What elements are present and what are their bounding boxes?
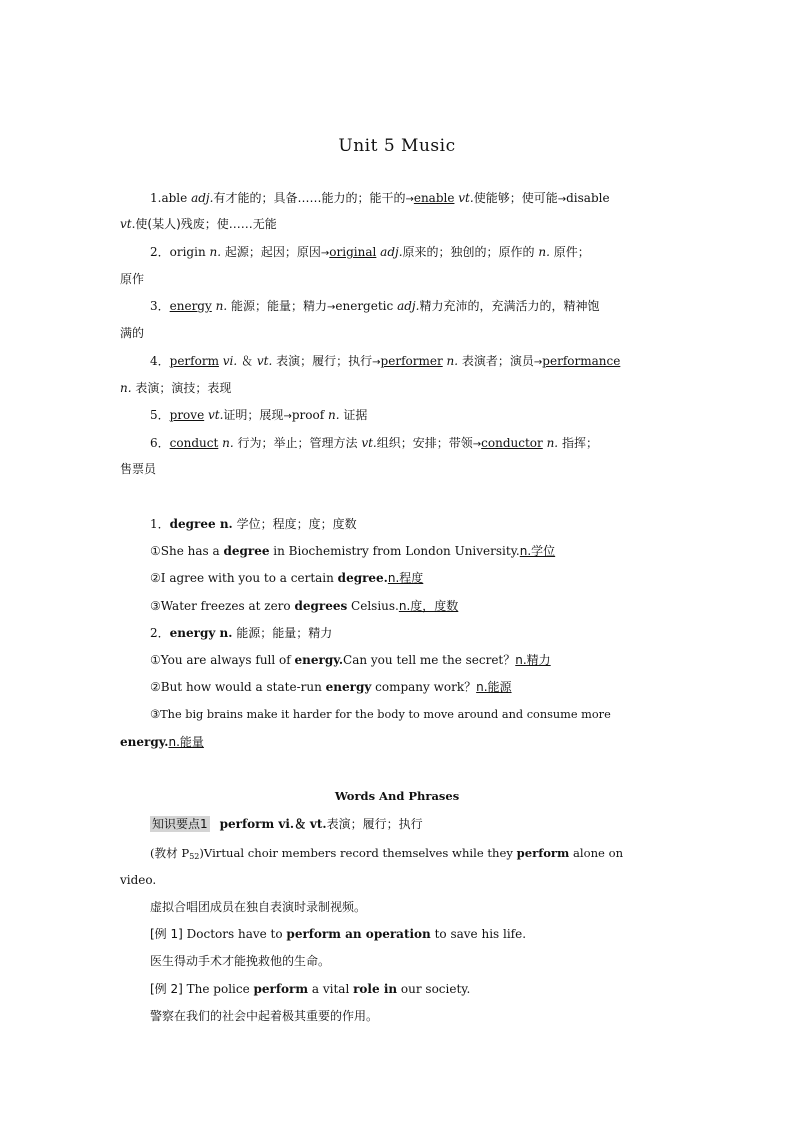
example-2-translation: 警察在我们的社会中起着极其重要的作用。 — [150, 1009, 379, 1023]
arrow-icon: → — [372, 357, 381, 368]
textbook-source-cont: video. — [120, 873, 157, 887]
example-energy-1: ①You are always full of energy.Can you tell me the secret？n.精力 — [150, 653, 551, 667]
textbook-source-line: (教材 $P_{52})Virtual$ choir members record themselves while they perform alone on — [150, 846, 624, 861]
arrow-icon: → — [533, 357, 543, 368]
example-degree-3: ③Water freezes at zero degrees Celsius.n.度，度数 — [150, 599, 459, 613]
arrow-icon: → — [320, 248, 330, 259]
example-degree-1: ①She has a degree in Biochemistry from London University.n.学位 — [150, 544, 556, 558]
knowledge-point-tag: 知识要点1 — [152, 817, 208, 831]
example-energy-3: ③The big brains make it harder for the body to move around and consume more — [150, 708, 611, 721]
vocab-line-5: 5．prove vt.证明；展现→proof n. 证据 — [150, 408, 368, 422]
vocab-line-4-cont: n. 表演；演技；表现 — [120, 381, 232, 395]
vocab-line-6-cont: 售票员 — [120, 462, 157, 476]
example-1: [例 1] Doctors have to perform an operation to save his life. — [150, 927, 527, 941]
meaning-head-degree: 1．degree n. 学位；程度；度；度数 — [150, 517, 357, 531]
vocab-line-1: 1.able adj.有才能的；具备……能力的；能干的→enable vt.使能够；使可能→disable — [150, 191, 610, 205]
vocab-line-2-cont: 原作 — [120, 272, 145, 286]
textbook-source-translation: 虚拟合唱团成员在独自表演时录制视频。 — [150, 900, 367, 914]
arrow-icon: → — [472, 439, 482, 450]
arrow-icon: → — [327, 302, 336, 313]
vocab-line-1-cont: vt.使(某人)残废；使……无能 — [120, 217, 277, 231]
arrow-icon: → — [557, 194, 567, 205]
vocab-line-3: 3．energy n. 能源；能量；精力→energetic adj.精力充沛的，充满活力的，精神饱 — [150, 299, 600, 313]
example-1-translation: 医生得动手术才能挽救他的生命。 — [150, 954, 331, 968]
example-energy-3-cont: energy.n.能量 — [120, 735, 204, 749]
example-energy-2: ②But how would a state-run energy company work？n.能源 — [150, 680, 512, 694]
vocab-line-4: 4．perform vi. ＆ vt. 表演；履行；执行→performer n. 表演者；演员→performance — [150, 354, 621, 368]
vocab-line-3-cont: 满的 — [120, 326, 145, 340]
meaning-head-energy: 2．energy n. 能源；能量；精力 — [150, 626, 333, 640]
vocab-line-6: 6．conduct n. 行为；举止；管理方法 vt.组织；安排；带领→conductor n. 指挥； — [150, 436, 598, 450]
example-2: [例 2] The police perform a vital role in our society. — [150, 982, 471, 996]
page-title: Unit 5 Music — [338, 136, 456, 156]
arrow-icon: → — [283, 411, 292, 422]
vocab-line-2: 2．origin n. 起源；起因；原因→original adj.原来的；独创的；原作的 n. 原件； — [150, 245, 590, 259]
section-title: Words And Phrases — [334, 789, 460, 803]
example-degree-2: ②I agree with you to a certain degree.n.程度 — [150, 571, 424, 585]
knowledge-point-heading: 知识要点1 perform vi.＆ vt.表演；履行；执行 — [152, 817, 423, 831]
arrow-icon: → — [405, 194, 414, 205]
